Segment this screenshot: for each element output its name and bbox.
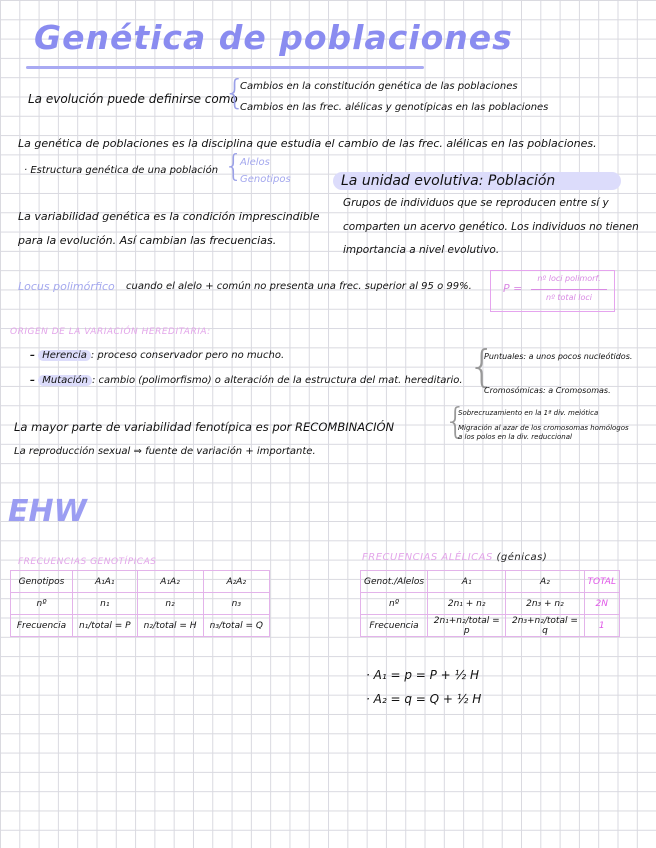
evolucion-opt1: Cambios en la constitución genética de las poblaciones — [240, 81, 518, 92]
table-cell: 1 — [584, 615, 619, 637]
genotipicas-table — [10, 570, 270, 637]
herencia-term: Herencia — [38, 350, 91, 361]
page-title: Genética de poblaciones — [34, 18, 513, 57]
locus-term: Locus polimórfico — [18, 280, 115, 293]
alelicas-header-extra: (génicas) — [496, 552, 548, 563]
mutacion-puntuales: Puntuales: a unos pocos nucleótidos. — [484, 352, 633, 361]
table-row — [361, 615, 620, 637]
table-cell: n₃/total = Q — [203, 615, 269, 637]
brace-estructura: { — [224, 149, 244, 184]
table-cell: n₁ — [72, 593, 137, 615]
table-cell: A₁A₁ — [72, 571, 137, 593]
brace-recombinacion: { — [444, 401, 467, 442]
table-cell: Frecuencia — [11, 615, 73, 637]
unidad-line3: importancia a nivel evolutivo. — [343, 244, 500, 256]
table-row — [11, 615, 270, 637]
unidad-title: La unidad evolutiva: Población — [333, 172, 621, 190]
table-row — [361, 571, 620, 593]
mutacion-text: : cambio (polimorfismo) o alteración de la estructura del mat. hereditario. — [91, 375, 463, 386]
table-cell: TOTAL — [584, 571, 619, 593]
formula-numerator: nº loci polimorf. — [537, 274, 601, 283]
brace-mutacion: { — [468, 341, 496, 392]
evolucion-opt2: Cambios en las frec. alélicas y genotípicas en las poblaciones — [240, 102, 549, 113]
herencia-text: : proceso conservador pero no mucho. — [90, 350, 285, 361]
table-cell: 2n₁ + n₂ — [428, 593, 506, 615]
unidad-line1: Grupos de individuos que se reproducen entre sí y — [343, 197, 609, 209]
table-cell: nº — [11, 593, 73, 615]
table-row — [361, 593, 620, 615]
table-cell: n₁/total = P — [72, 615, 137, 637]
equation-a1: · A₁ = p = P + ½ H — [366, 668, 480, 682]
table-cell: n₃ — [203, 593, 269, 615]
mutacion-cromosomicas: Cromosómicas: a Cromosomas. — [484, 386, 611, 395]
table-cell: Genotipos — [11, 571, 73, 593]
ehw-heading: EHW — [8, 494, 87, 529]
table-cell: A₂A₂ — [203, 571, 269, 593]
alelicas-table — [360, 570, 620, 637]
table-cell: A₁A₂ — [137, 571, 203, 593]
brace-evolucion: { — [224, 73, 246, 113]
variabilidad-line1: La variabilidad genética es la condición imprescindible — [18, 210, 320, 223]
formula-p: P = — [503, 282, 523, 295]
formula-fraction-line — [531, 289, 607, 290]
unidad-line2: comparten un acervo genético. Los individuos no tienen — [343, 221, 639, 233]
mutacion-term: Mutación — [38, 375, 92, 386]
table-cell: Genot./Alelos — [361, 571, 428, 593]
table-cell: 2N — [584, 593, 619, 615]
table-cell: A₁ — [428, 571, 506, 593]
estructura-genotipos: Genotipos — [240, 174, 291, 185]
genetica-definicion: La genética de poblaciones es la disciplina que estudia el cambio de las frec. alélicas en las poblaciones. — [18, 137, 597, 150]
table-cell: n₂ — [137, 593, 203, 615]
variabilidad-line2: para la evolución. Así cambian las frecuencias. — [18, 234, 277, 247]
table-cell: 2n₃ + n₂ — [506, 593, 584, 615]
table-cell: A₂ — [506, 571, 584, 593]
table-cell: 2n₃+n₂/total = q — [506, 615, 584, 637]
recombinacion-note3: a los polos en la div. reduccional — [458, 433, 572, 441]
table-row — [11, 593, 270, 615]
formula-denominator: nº total loci — [546, 293, 592, 302]
estructura-alelos: Alelos — [240, 157, 270, 168]
table-cell: nº — [361, 593, 428, 615]
table-cell: 2n₁+n₂/total = p — [428, 615, 506, 637]
evolucion-lead: La evolución puede definirse como — [28, 92, 238, 106]
recombinacion-note2: Migración al azar de los cromosomas homólogos — [458, 424, 629, 432]
alelicas-header — [362, 552, 547, 563]
alelicas-header-text: FRECUENCIAS ALÉLICAS — [362, 552, 493, 563]
recombinacion-text: La mayor parte de variabilidad fenotípica es por RECOMBINACIÓN — [14, 420, 395, 434]
title-underline — [26, 66, 424, 69]
estructura-lead: · Estructura genética de una población — [24, 165, 219, 176]
table-row — [11, 571, 270, 593]
recombinacion-note1: Sobrecruzamiento en la 1ª div. meiótica — [458, 409, 599, 417]
genotipicas-header: FRECUENCIAS GENOTÍPICAS — [18, 557, 157, 567]
reproduccion-text: La reproducción sexual ⇒ fuente de variación + importante. — [14, 446, 316, 457]
table-cell: n₂/total = H — [137, 615, 203, 637]
formula-box — [490, 270, 615, 312]
locus-text: cuando el alelo + común no presenta una frec. superior al 95 o 99%. — [126, 281, 472, 292]
equation-a2: · A₂ = q = Q + ½ H — [366, 692, 482, 706]
origen-header: ORIGEN DE LA VARIACIÓN HEREDITARIA: — [10, 327, 211, 337]
table-cell: Frecuencia — [361, 615, 428, 637]
